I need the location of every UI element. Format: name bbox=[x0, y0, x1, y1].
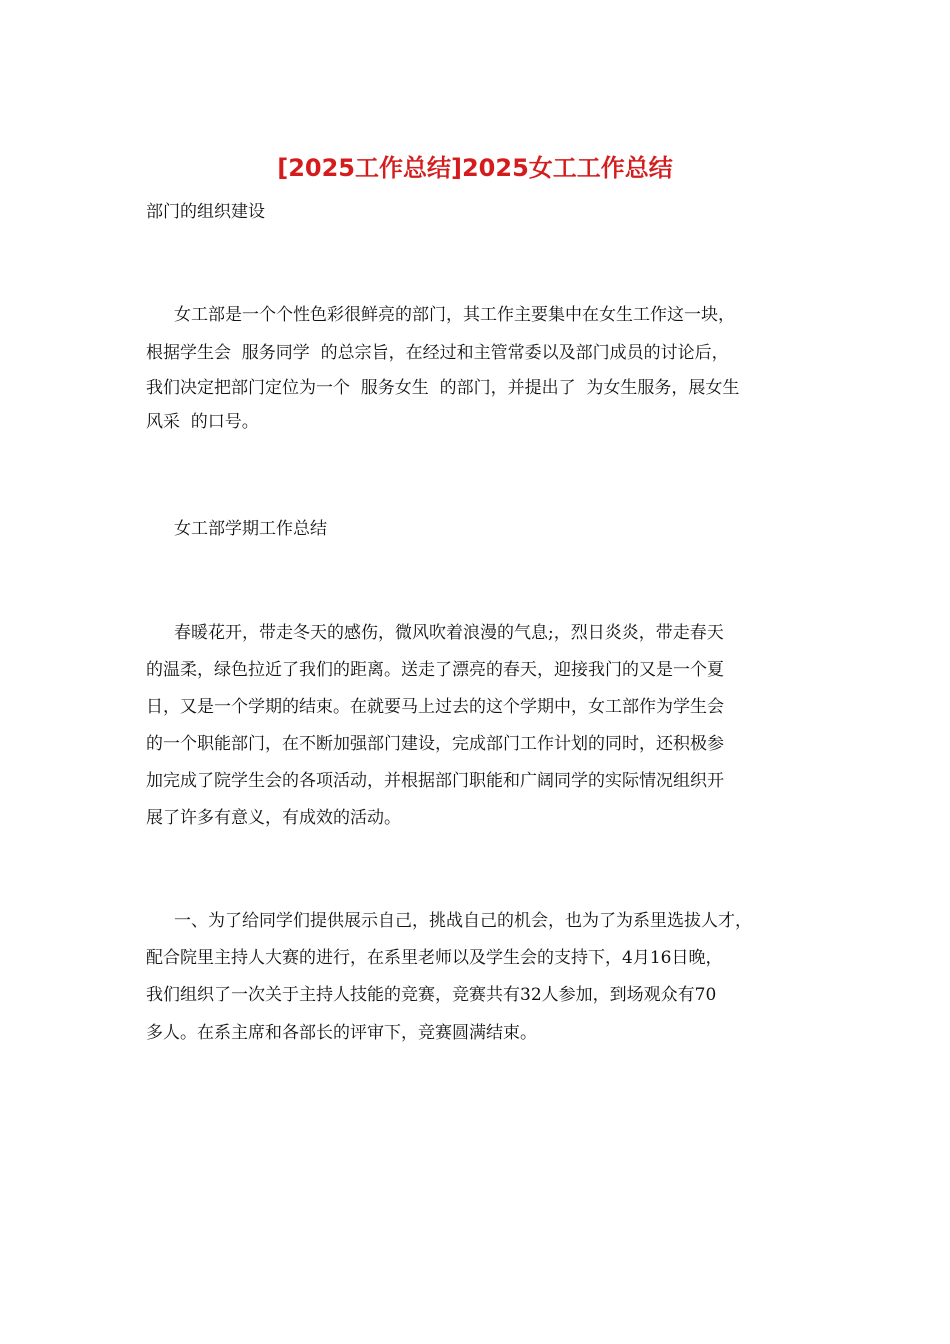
paragraph-1-line-4: 风采 的口号。 bbox=[146, 412, 259, 432]
section-heading: 部门的组织建设 bbox=[146, 202, 265, 222]
paragraph-2-line-1: 春暖花开，带走冬天的感伤，微风吹着浪漫的气息;，烈日炎炎，带走春天 bbox=[174, 623, 724, 643]
document-title: [2025工作总结]2025女工工作总结 bbox=[277, 154, 673, 182]
paragraph-3-line-3: 我们组织了一次关于主持人技能的竞赛，竞赛共有32人参加，到场观众有70 bbox=[146, 985, 717, 1005]
paragraph-2-line-3: 日，又是一个学期的结束。在就要马上过去的这个学期中，女工部作为学生会 bbox=[146, 697, 724, 717]
paragraph-1-line-1: 女工部是一个个性色彩很鲜亮的部门，其工作主要集中在女生工作这一块， bbox=[174, 305, 735, 325]
paragraph-1-line-2: 根据学生会 服务同学 的总宗旨，在经过和主管常委以及部门成员的讨论后， bbox=[146, 343, 729, 363]
paragraph-2-line-4: 的一个职能部门，在不断加强部门建设，完成部门工作计划的同时，还积极参 bbox=[146, 734, 724, 754]
paragraph-2-line-6: 展了许多有意义，有成效的活动。 bbox=[146, 808, 401, 828]
paragraph-3-line-1: 一、为了给同学们提供展示自己，挑战自己的机会，也为了为系里选拔人才， bbox=[174, 911, 752, 931]
paragraph-1-line-3: 我们决定把部门定位为一个 服务女生 的部门，并提出了 为女生服务，展女生 bbox=[146, 378, 740, 398]
paragraph-2-line-5: 加完成了院学生会的各项活动，并根据部门职能和广阔同学的实际情况组织开 bbox=[146, 771, 724, 791]
paragraph-3-line-2: 配合院里主持人大赛的进行，在系里老师以及学生会的支持下，4月16日晚， bbox=[146, 948, 723, 968]
paragraph-3-line-4: 多人。在系主席和各部长的评审下，竞赛圆满结束。 bbox=[146, 1023, 537, 1043]
paragraph-2-line-2: 的温柔，绿色拉近了我们的距离。送走了漂亮的春天，迎接我门的又是一个夏 bbox=[146, 660, 724, 680]
subheading: 女工部学期工作总结 bbox=[174, 519, 327, 539]
